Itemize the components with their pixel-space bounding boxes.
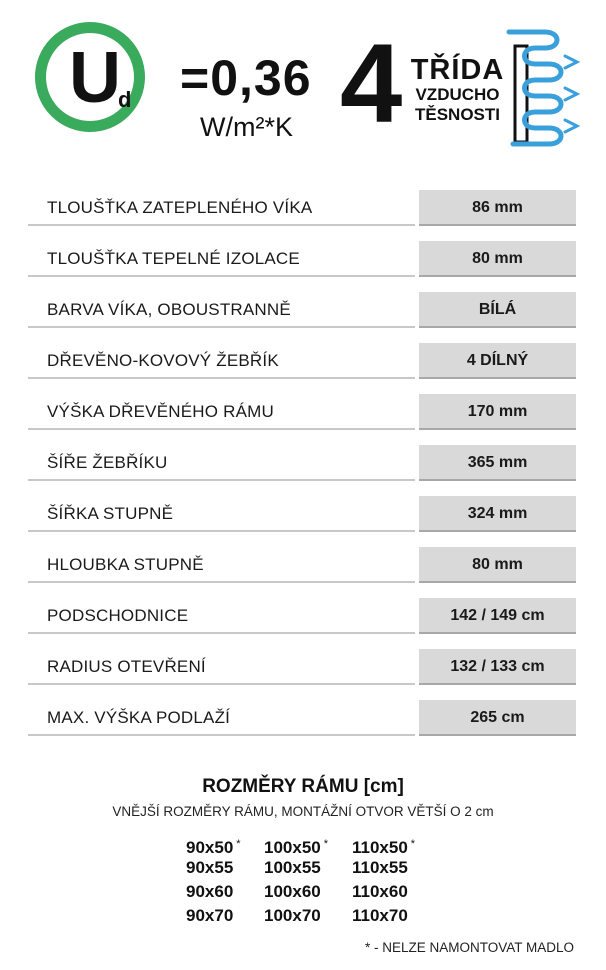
ud-subscript: d: [118, 87, 132, 112]
frame-size-cell: [264, 880, 344, 904]
spec-value: 365 mm: [419, 445, 576, 481]
frame-size-cell: [186, 856, 266, 880]
frame-size-value: 110x55: [352, 858, 408, 877]
spec-label: TLOUŠŤKA ZATEPLENÉHO VÍKA: [28, 190, 415, 226]
frame-size-column: [186, 832, 266, 928]
frame-size-value: 90x50: [186, 838, 234, 857]
spec-row: [28, 649, 576, 700]
header: [0, 0, 606, 170]
spec-label: BARVA VÍKA, OBOUSTRANNĚ: [28, 292, 415, 328]
spec-label: TLOUŠŤKA TEPELNÉ IZOLACE: [28, 241, 415, 277]
spec-row: [28, 190, 576, 241]
u-unit: W/m²*K: [200, 112, 293, 142]
frame-size-value: 90x55: [186, 858, 234, 877]
frame-size-cell: [186, 880, 266, 904]
spec-value: 324 mm: [419, 496, 576, 532]
air-class-line3: TĚSNOSTI: [414, 105, 500, 124]
spec-label: HLOUBKA STUPNĚ: [28, 547, 415, 583]
frame-size-cell: [352, 880, 432, 904]
spec-value: 132 / 133 cm: [419, 649, 576, 685]
spec-value: 80 mm: [419, 241, 576, 277]
spec-value: 86 mm: [419, 190, 576, 226]
frame-size-value: 100x50: [264, 838, 321, 857]
frame-size-cell: [186, 832, 266, 856]
frame-size-value: 100x60: [264, 882, 321, 901]
spec-value: 265 cm: [419, 700, 576, 736]
frame-size-value: 110x60: [352, 882, 408, 901]
spec-row: [28, 292, 576, 343]
frame-size-value: 90x60: [186, 882, 234, 901]
frame-size-cell: [264, 904, 344, 928]
specs-table: [28, 190, 576, 751]
frame-size-value: 100x70: [264, 906, 321, 925]
air-class-number: 4: [340, 21, 403, 146]
air-flow-wave-icon: [505, 26, 585, 154]
air-class-line1: TŘÍDA: [410, 54, 505, 86]
footnote: * - NELZE NAMONTOVAT MADLO: [364, 940, 574, 955]
spec-value: BÍLÁ: [419, 292, 576, 328]
spec-label: VÝŠKA DŘEVĚNÉHO RÁMU: [28, 394, 415, 430]
frame-size-value: 100x55: [264, 858, 321, 877]
spec-row: [28, 241, 576, 292]
frame-size-cell: [352, 832, 432, 856]
frame-size-asterisk: *: [236, 838, 241, 850]
spec-label: MAX. VÝŠKA PODLAŽÍ: [28, 700, 415, 736]
spec-row: [28, 598, 576, 649]
frame-size-value: 110x70: [352, 906, 408, 925]
spec-label: DŘEVĚNO-KOVOVÝ ŽEBŘÍK: [28, 343, 415, 379]
spec-row: [28, 700, 576, 751]
frame-sizes-subtitle: VNĚJŠÍ ROZMĚRY RÁMU, MONTÁŽNÍ OTVOR VĚTŠÍ O 2 cm: [112, 804, 494, 819]
spec-label: RADIUS OTEVŘENÍ: [28, 649, 415, 685]
u-value: =0,36: [180, 50, 312, 106]
frame-sizes-title: ROZMĚRY RÁMU [cm]: [202, 776, 404, 797]
frame-size-column: [352, 832, 432, 928]
air-class-line2: VZDUCHO: [415, 85, 500, 104]
frame-size-cell: [186, 904, 266, 928]
frame-size-value: 90x70: [186, 906, 234, 925]
spec-row: [28, 445, 576, 496]
ud-green-circle-icon: [35, 22, 145, 132]
ud-letter: U: [69, 38, 121, 118]
spec-value: 4 DÍLNÝ: [419, 343, 576, 379]
spec-value: 170 mm: [419, 394, 576, 430]
spec-value: 80 mm: [419, 547, 576, 583]
frame-size-cell: [264, 832, 344, 856]
frame-size-asterisk: *: [323, 838, 329, 850]
spec-value: 142 / 149 cm: [419, 598, 576, 634]
frame-size-column: [264, 832, 344, 928]
spec-label: PODSCHODNICE: [28, 598, 415, 634]
spec-row: [28, 496, 576, 547]
spec-label: ŠÍŘKA STUPNĚ: [28, 496, 415, 532]
air-class-text: [405, 55, 510, 125]
frame-size-asterisk: *: [410, 838, 416, 850]
spec-label: ŠÍŘE ŽEBŘÍKU: [28, 445, 415, 481]
frame-size-value: 110x50: [352, 838, 408, 857]
spec-row: [28, 394, 576, 445]
spec-row: [28, 343, 576, 394]
spec-row: [28, 547, 576, 598]
frame-size-cell: [264, 856, 344, 880]
frame-size-cell: [352, 856, 432, 880]
frame-size-cell: [352, 904, 432, 928]
